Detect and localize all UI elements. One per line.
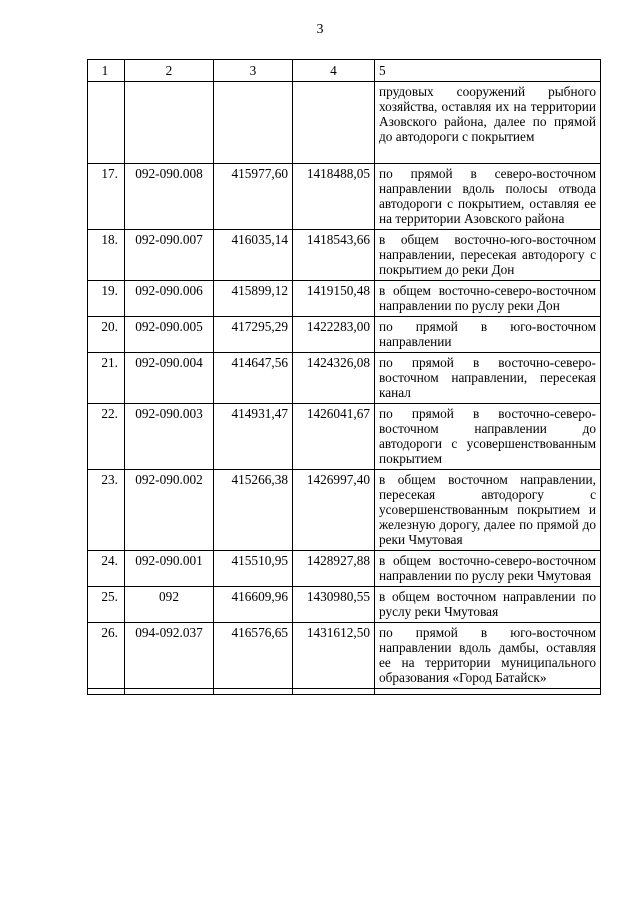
- cell-description: в общем восточно-юго-восточном направлении, пересекая автодорогу с покрытием до реки Дон: [375, 230, 601, 281]
- cell-x: 416035,14: [214, 230, 293, 281]
- boundary-points-table: [87, 59, 601, 695]
- cell-x: 414647,56: [214, 353, 293, 404]
- cell-x: 416609,96: [214, 587, 293, 623]
- cell-x: 415899,12: [214, 281, 293, 317]
- table-row: [88, 587, 601, 623]
- cell-code: 092-090.006: [125, 281, 214, 317]
- cell-number: 17.: [88, 164, 125, 230]
- table-row: [88, 404, 601, 470]
- cell-number: 24.: [88, 551, 125, 587]
- table-row: [88, 353, 601, 404]
- cell-number: 18.: [88, 230, 125, 281]
- column-header-4: 4: [293, 60, 375, 82]
- cell-description: по прямой в юго-восточном направлении вдоль дамбы, оставляя ее на территории муниципального образования «Город Батайск»: [375, 623, 601, 689]
- cell-code: [125, 689, 214, 695]
- cell-y: [293, 82, 375, 164]
- cell-number: 22.: [88, 404, 125, 470]
- cell-x: 415977,60: [214, 164, 293, 230]
- cell-x: 415266,38: [214, 470, 293, 551]
- cell-code: 092-090.005: [125, 317, 214, 353]
- table-row: [88, 551, 601, 587]
- cell-code: 092-090.003: [125, 404, 214, 470]
- cell-description: по прямой в юго-восточном направлении: [375, 317, 601, 353]
- table-row: [88, 82, 601, 164]
- table-row: [88, 230, 601, 281]
- cell-y: 1428927,88: [293, 551, 375, 587]
- cell-x: 415510,95: [214, 551, 293, 587]
- table-row: [88, 470, 601, 551]
- cell-y: 1418543,66: [293, 230, 375, 281]
- cell-number: 23.: [88, 470, 125, 551]
- cell-description: в общем восточно-северо-восточном направлении по руслу реки Дон: [375, 281, 601, 317]
- cell-number: [88, 689, 125, 695]
- cell-description: по прямой в северо-восточном направлении вдоль полосы отвода автодороги с покрытием, оставляя ее на территории Азовского района: [375, 164, 601, 230]
- column-header-3: 3: [214, 60, 293, 82]
- table-row: [88, 623, 601, 689]
- cell-description: по прямой в восточно-северо-восточном направлении, пересекая канал: [375, 353, 601, 404]
- cell-description: прудовых сооружений рыбного хозяйства, оставляя их на территории Азовского района, далее по прямой до автодороги с покрытием: [375, 82, 601, 164]
- column-header-5: 5: [375, 60, 601, 82]
- cell-y: 1422283,00: [293, 317, 375, 353]
- cell-x: [214, 689, 293, 695]
- cell-number: [88, 82, 125, 164]
- table-row: [88, 689, 601, 695]
- cell-y: 1419150,48: [293, 281, 375, 317]
- cell-y: 1418488,05: [293, 164, 375, 230]
- cell-x: 417295,29: [214, 317, 293, 353]
- cell-x: [214, 82, 293, 164]
- cell-x: 416576,65: [214, 623, 293, 689]
- cell-y: [293, 689, 375, 695]
- cell-number: 20.: [88, 317, 125, 353]
- cell-code: 094-092.037: [125, 623, 214, 689]
- cell-number: 21.: [88, 353, 125, 404]
- cell-description: в общем восточном направлении, пересекая автодорогу с усовершенствованным покрытием и железную дорогу, далее по прямой до реки Чмутовая: [375, 470, 601, 551]
- cell-number: 25.: [88, 587, 125, 623]
- cell-code: 092-090.007: [125, 230, 214, 281]
- table-row: [88, 164, 601, 230]
- cell-description: [375, 689, 601, 695]
- cell-y: 1424326,08: [293, 353, 375, 404]
- cell-number: 26.: [88, 623, 125, 689]
- cell-code: 092-090.004: [125, 353, 214, 404]
- table-row: [88, 317, 601, 353]
- cell-code: 092-090.008: [125, 164, 214, 230]
- cell-code: 092: [125, 587, 214, 623]
- cell-x: 414931,47: [214, 404, 293, 470]
- cell-code: 092-090.001: [125, 551, 214, 587]
- cell-code: 092-090.002: [125, 470, 214, 551]
- cell-y: 1426997,40: [293, 470, 375, 551]
- page-number: 3: [316, 22, 324, 37]
- column-header-2: 2: [125, 60, 214, 82]
- table-row: [88, 281, 601, 317]
- cell-y: 1426041,67: [293, 404, 375, 470]
- cell-description: в общем восточном направлении по руслу реки Чмутовая: [375, 587, 601, 623]
- cell-y: 1431612,50: [293, 623, 375, 689]
- cell-y: 1430980,55: [293, 587, 375, 623]
- table-header-row: [88, 60, 601, 82]
- cell-description: в общем восточно-северо-восточном направлении по руслу реки Чмутовая: [375, 551, 601, 587]
- cell-description: по прямой в восточно-северо-восточном направлении до автодороги с усовершенствованным покрытием: [375, 404, 601, 470]
- column-header-1: 1: [88, 60, 125, 82]
- cell-number: 19.: [88, 281, 125, 317]
- cell-code: [125, 82, 214, 164]
